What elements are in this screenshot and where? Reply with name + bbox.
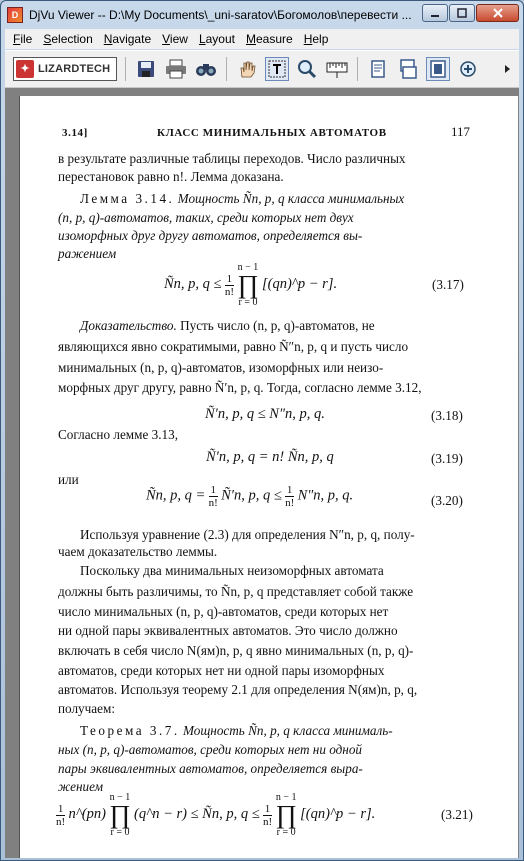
zoom-icon [297,59,317,79]
fraction-denominator: n! [208,497,218,509]
equation-number: (3.18) [431,408,463,423]
page-section-number: 3.14] [62,127,88,139]
proof-label: Доказательство. [80,318,177,333]
equation-term: N″n, p, q. [297,487,354,504]
text-line: Мощность Ñn, p, q класса минималь- [182,723,393,738]
document-page [19,96,518,858]
text-line: перестановок равно n!. Лемма доказана. [58,169,284,184]
menu-selection-label: election [51,32,93,46]
facing-pages-icon [428,59,448,79]
title-bar[interactable] [1,1,523,29]
product-operator [109,792,130,838]
zoom-in-button[interactable] [456,57,480,81]
equation-3-21 [56,792,375,838]
menu-measure-accel: M [245,32,256,46]
menu-navigate-label: avigate [112,32,152,46]
equation-3-20 [146,484,353,509]
lemma-label: Лемма 3.14. [80,191,175,206]
equation-number: (3.19) [431,451,463,466]
text-line: автоматов, среди которых нет ни одной пары изоморфных [58,663,385,678]
text-line: ни одной пары эквивалентных автоматов. Это число должно [58,623,398,638]
continuous-icon [398,59,418,79]
equation-fraction [209,484,218,509]
menu-file-accel: F [13,32,21,46]
equation-term: Ñ′n, p, q ≤ [221,487,282,504]
text-line: или [58,472,79,487]
save-button[interactable] [134,57,158,81]
window-title: DjVu Viewer -- D:\My Documents\_uni-saratov\Богомолов\перевести ... [29,8,412,22]
menu-view[interactable] [162,32,188,46]
zoom-tool-button[interactable] [295,57,319,81]
toolbar-separator [357,57,358,81]
zoom-in-icon [458,59,478,79]
equation-3-19: Ñ′n, p, q = n! Ñn, p, q [206,449,334,465]
equation-term: [(qn)^p − r]. [300,806,376,823]
single-page-icon [368,59,388,79]
text-line: жением [58,779,104,794]
toolbar-overflow-button[interactable] [501,57,515,81]
equation-term: Ñn, p, q ≤ [164,276,222,293]
equation-3-18: Ñ′n, p, q ≤ N″n, p, q. [205,406,325,422]
text-line: Согласно лемме 3.13, [58,427,179,442]
equation-term: Ñn, p, q = [146,487,206,504]
equation-fraction [56,803,65,828]
menu-selection-accel: S [43,32,52,46]
text-line: ных (n, p, q)-автоматов, среди которых нет ни одной [58,742,363,757]
product-symbol: ∏ [237,270,259,299]
djvu-app-icon: D [7,7,23,23]
equation-3-17 [164,262,337,308]
menu-layout-accel: L [198,32,206,46]
text-line: Мощность Ñn, p, q класса минимальных [177,191,405,206]
menu-measure-label: easure [255,32,293,46]
brand-text: LIZARDTECH [38,63,111,75]
menu-selection[interactable] [43,32,92,46]
menu-layout-label: ayout [205,32,235,46]
menu-bar [5,29,519,49]
print-icon [165,59,187,79]
text-line: изоморфных друг другу автоматов, определяется вы- [58,228,363,243]
fraction-numerator: 1 [57,802,64,815]
product-symbol: ∏ [109,800,131,829]
facing-pages-button[interactable] [426,57,450,81]
text-line: пары эквивалентных автоматов, определяется выра- [58,761,363,776]
text-line: автоматов. Используя теорему 2.1 для определения N(ям)n, p, q, [58,682,418,697]
equation-number: (3.21) [441,807,473,822]
print-button[interactable] [164,57,188,81]
product-upper-limit: n − 1 [109,792,131,803]
menu-layout[interactable] [199,32,235,46]
toolbar-separator [125,57,126,81]
equation-term: (q^n − r) ≤ Ñn, p, q ≤ [134,806,260,823]
menu-measure[interactable] [246,32,293,46]
product-operator [275,792,296,838]
text-line: должны быть различимы, то Ñn, p, q представляет собой также [58,584,414,599]
single-page-button[interactable] [366,57,390,81]
equation-term: n^(pn) [68,806,106,823]
document-viewport[interactable] [5,88,519,858]
text-line: (n, p, q)-автоматов, таких, среди которых нет двух [58,210,354,225]
toolbar-separator [226,57,227,81]
text-line: включать в себя число N(ям)n, p, q явно минимальных (n, p, q)- [58,643,414,658]
hand-tool-button[interactable] [235,57,259,81]
close-button[interactable] [476,4,519,22]
text-line: являющихся явно сократимыми, равно Ñ″n, p, q и пусть число [58,339,409,354]
fraction-denominator: n! [224,285,234,298]
text-line: Используя уравнение (2.3) для определения N″n, p, q, полу- [80,527,415,542]
text-select-icon [267,59,287,79]
page-number: 117 [451,124,471,139]
text-select-button[interactable] [265,57,289,81]
maximize-icon [457,8,467,18]
save-icon [136,59,156,79]
fraction-denominator: n! [262,815,273,828]
text-line: Пусть число (n, p, q)-автоматов, не [180,318,375,333]
fraction-denominator: n! [285,497,295,509]
menu-navigate[interactable] [104,32,151,46]
ruler-tool-button[interactable] [325,57,349,81]
theorem-label: Теорема 3.7. [80,723,180,738]
find-button[interactable] [194,57,218,81]
text-line: чаем доказательство леммы. [58,544,218,559]
find-icon [195,59,217,79]
page-running-title: КЛАСС МИНИМАЛЬНЫХ АВТОМАТОВ [157,127,387,139]
lizardtech-logo[interactable] [13,57,117,81]
menu-view-label: iew [169,32,188,46]
maximize-button[interactable] [449,4,475,22]
text-line: минимальных (n, p, q)-автоматов, изоморфных или неизо- [58,360,384,375]
menu-help-accel: H [303,32,313,46]
product-lower-limit: r = 0 [238,297,258,308]
continuous-button[interactable] [396,57,420,81]
product-operator [237,262,258,308]
lizard-icon: ✦ [16,60,34,78]
chevron-right-icon [503,64,513,74]
text-line: ражением [58,246,117,261]
window-controls [422,4,519,22]
close-icon [493,8,503,18]
product-lower-limit: r = 0 [110,827,130,838]
fraction-numerator: 1 [226,272,233,285]
menu-navigate-accel: N [103,32,113,46]
toolbar [5,50,519,88]
equation-term: [(qn)^p − r]. [261,276,338,293]
fraction-numerator: 1 [286,484,293,496]
equation-fraction [285,484,294,509]
text-line: число минимальных (n, p, q)-автоматов, среди которых нет [58,604,389,619]
product-lower-limit: r = 0 [276,827,296,838]
fraction-denominator: n! [56,815,66,828]
menu-file[interactable] [13,32,32,46]
text-line: Поскольку два минимальных неизоморфных автомата [80,563,384,578]
equation-number: (3.20) [431,493,463,508]
fraction-numerator: 1 [264,802,271,815]
equation-number: (3.17) [432,277,464,292]
menu-view-accel: V [162,32,170,46]
minimize-button[interactable] [422,4,448,22]
menu-help-label: elp [312,32,329,46]
equation-fraction [263,803,272,828]
minimize-icon [430,8,440,18]
text-line: в результате различные таблицы переходов. Число различных [58,151,406,166]
product-symbol: ∏ [275,800,297,829]
product-upper-limit: n − 1 [275,792,297,803]
menu-file-label: ile [20,32,33,46]
text-line: получаем: [58,701,115,716]
text-line: морфных друг другу, равно Ñ′n, p, q. Тогда, согласно лемме 3.12, [58,380,422,395]
fraction-numerator: 1 [210,484,216,496]
ruler-icon [326,59,348,79]
product-upper-limit: n − 1 [237,262,259,273]
equation-fraction [225,273,234,298]
hand-icon [237,59,257,79]
menu-help[interactable] [304,32,329,46]
